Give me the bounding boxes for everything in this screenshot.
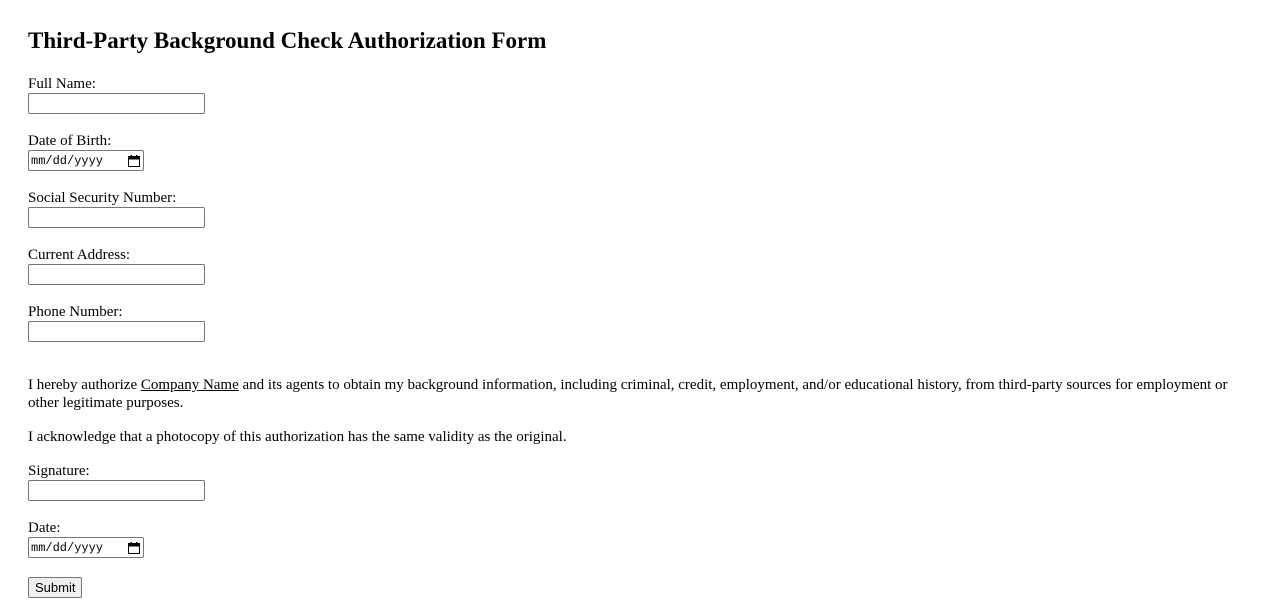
full-name-label: Full Name: xyxy=(28,76,96,92)
ssn-label: Social Security Number: xyxy=(28,190,177,206)
calendar-icon[interactable] xyxy=(128,155,140,167)
authorization-prefix: I hereby authorize xyxy=(28,377,141,393)
calendar-icon[interactable] xyxy=(128,542,140,554)
date-input[interactable] xyxy=(28,537,144,558)
full-name-input[interactable] xyxy=(28,93,205,114)
date-of-birth-placeholder: mm/dd/yyyy xyxy=(31,153,104,168)
phone-label: Phone Number: xyxy=(28,304,123,320)
date-label: Date: xyxy=(28,520,61,536)
company-name: Company Name xyxy=(140,377,239,393)
address-label: Current Address: xyxy=(28,247,131,263)
submit-button[interactable]: Submit xyxy=(28,577,82,598)
phone-input[interactable] xyxy=(28,321,205,342)
signature-input[interactable] xyxy=(28,480,205,501)
authorization-suffix: and its agents to obtain my background information, including criminal, credit, employment, and/or educational history, from third-party sources for employment or other legitimate purposes. xyxy=(28,377,1228,411)
page-title: Third-Party Background Check Authorization Form xyxy=(28,28,547,53)
date-of-birth-input[interactable] xyxy=(28,150,144,171)
date-placeholder: mm/dd/yyyy xyxy=(31,540,104,555)
signature-label: Signature: xyxy=(28,463,90,479)
acknowledgement-statement: I acknowledge that a photocopy of this authorization has the same validity as the original. xyxy=(28,429,567,445)
address-input[interactable] xyxy=(28,264,205,285)
date-of-birth-label: Date of Birth: xyxy=(28,133,112,149)
ssn-input[interactable] xyxy=(28,207,205,228)
authorization-statement xyxy=(28,376,1228,412)
